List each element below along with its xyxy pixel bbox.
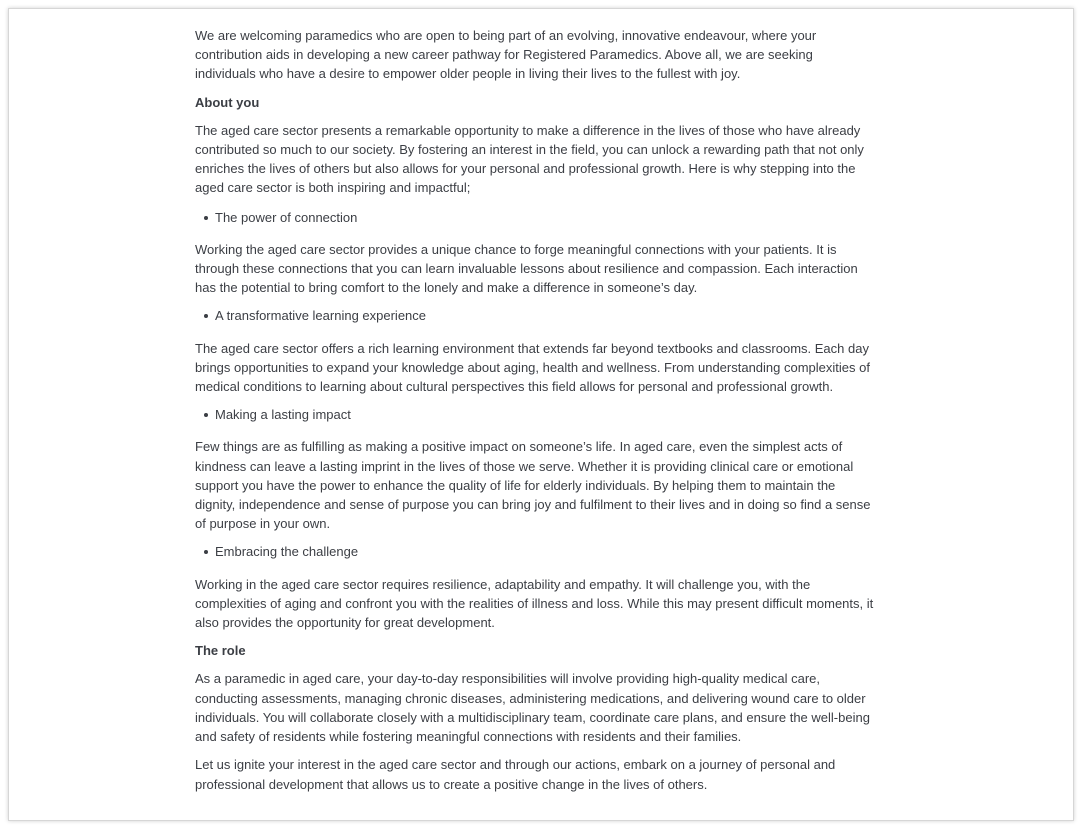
closing-paragraph: Let us ignite your interest in the aged care sector and through our actions, embark on a journey of personal and professional development that allows us to create a positive change in the lives of others. [195, 757, 836, 792]
list-item-label: A transformative learning experience [215, 308, 427, 324]
role-paragraph: As a paramedic in aged care, your day-to-day responsibilities will involve providing high-quality medical care, conducting assessments, managing chronic diseases, administering medications, and delivering wound care to older individuals. You will collaborate closely with a multidisciplinary team, coordinate care plans, and ensure the well-being and safety of residents while fostering meaningful connections with residents and their families. [195, 671, 870, 745]
list-item-label: Embracing the challenge [215, 544, 359, 560]
list-item-label: The power of connection [215, 209, 358, 225]
the-role-heading: The role [195, 643, 246, 659]
list-item-label: Making a lasting impact [215, 407, 351, 423]
job-description-panel [8, 8, 1074, 821]
about-you-heading: About you [195, 94, 260, 110]
bullet-dot-icon [204, 314, 208, 318]
bullet-list [195, 306, 875, 325]
bullet-dot-icon [204, 550, 208, 554]
bullet-list [195, 208, 875, 227]
bullet-dot-icon [204, 216, 208, 220]
list-item [215, 306, 875, 325]
section-paragraph: Working the aged care sector provides a unique chance to forge meaningful connections with your patients. It is through these connections that you can learn invaluable lessons about resilience and compassion. Each interaction has the potential to bring comfort to the lonely and make a difference in someone’s day. [195, 241, 858, 296]
intro-paragraph: We are welcoming paramedics who are open to being part of an evolving, innovative endeavour, where your contribution aids in developing a new career pathway for Registered Paramedics. Above all, we are seeking individuals who have a desire to empower older people in living their lives to the fullest with joy. [195, 28, 817, 82]
list-item [215, 208, 875, 227]
bullet-list [195, 542, 875, 561]
section-paragraph: Few things are as fulfilling as making a positive impact on someone’s life. In aged care, even the simplest acts of kindness can leave a lasting imprint in the lives of those we serve. Whether it is providing clinical care or emotional support you have the power to enhance the quality of life for elderly individuals. By helping them to maintain the dignity, independence and sense of purpose you can bring joy and fulfilment to their lives and in doing so find a sense of purpose in your own. [195, 439, 871, 532]
list-item [215, 405, 875, 424]
bullet-list [195, 405, 875, 424]
list-item [215, 542, 875, 561]
about-you-paragraph: The aged care sector presents a remarkable opportunity to make a difference in the lives of those who have already contributed so much to our society. By fostering an interest in the field, you can unlock a rewarding path that not only enriches the lives of others but also allows for your personal and professional growth. Here is why stepping into the aged care sector is both inspiring and impactful; [195, 122, 864, 196]
section-paragraph: The aged care sector offers a rich learning environment that extends far beyond textbooks and classrooms. Each day brings opportunities to expand your knowledge about aging, health and wellness. From understanding complexities of medical conditions to learning about cultural perspectives this field allows for personal and professional growth. [195, 340, 870, 395]
job-description-content [195, 26, 875, 803]
bullet-dot-icon [204, 413, 208, 417]
section-paragraph: Working in the aged care sector requires resilience, adaptability and empathy. It will challenge you, with the complexities of aging and confront you with the realities of illness and loss. While this may present difficult moments, it also provides the opportunity for great development. [195, 576, 874, 631]
